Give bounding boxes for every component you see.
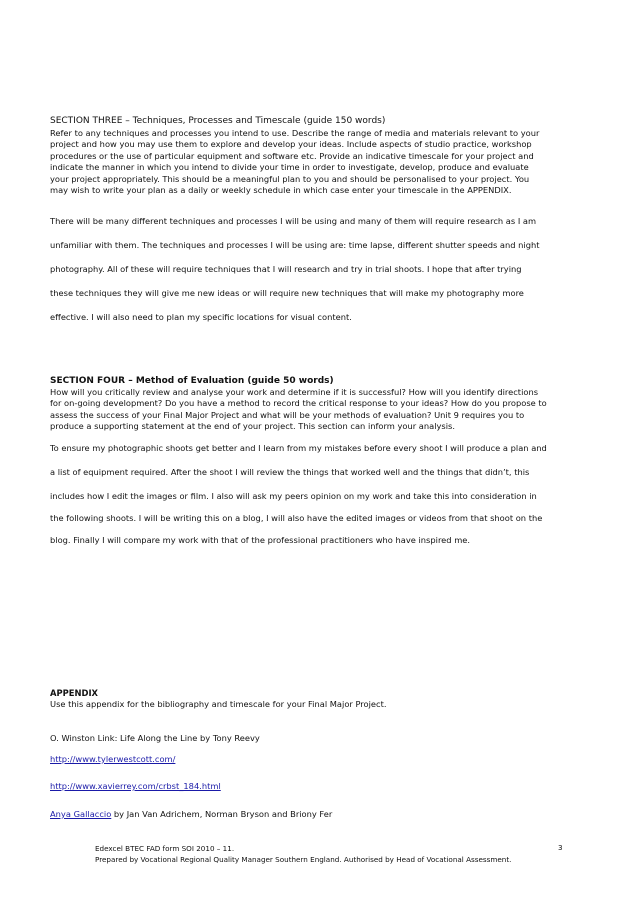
brief-line: may wish to write your plan as a daily or weekly schedule in which case enter your timescale in the APPENDIX. [50, 185, 512, 196]
page-number: 3 [558, 843, 563, 852]
answer-line: photography. All of these will require techniques that I will research and try in trial shoots. I hope that after trying [50, 264, 522, 274]
brief-line: produce a supporting statement at the end of your project. This section can inform your analysis. [50, 421, 456, 432]
brief-line: How will you critically review and analyse your work and determine if it is successful? How will you identify directions [50, 387, 539, 397]
brief-line: project and how you may use them to explore and develop your ideas. Include aspects of studio practice, workshop [50, 139, 532, 150]
xavierrey-link[interactable]: http://www.xavierrey.com/crbst_184.html [50, 781, 221, 791]
section-four [50, 375, 547, 433]
section-three-heading: SECTION THREE – Techniques, Processes and Timescale (guide 150 words) [50, 116, 386, 126]
section-three-brief [50, 128, 539, 196]
answer-line: effective. I will also need to plan my specific locations for visual content. [50, 312, 352, 322]
section-four-brief [50, 387, 547, 433]
answer-line: There will be many different techniques and processes I will be using and many of them will require research as I am [50, 216, 537, 226]
brief-line: assess the success of your Final Major Project and what will be your methods of evaluation? Unit 9 requires you to [50, 409, 525, 420]
answer-line: unfamiliar with them. The techniques and processes I will be using are: time lapse, different shutter speeds and night [50, 240, 540, 250]
brief-line: procedures or the use of particular equipment and software etc. Provide an indicative timescale for your project and [50, 150, 534, 161]
bibliography-entry [50, 781, 221, 791]
footer-form-id: Edexcel BTEC FAD form SOI 2010 – 11. [95, 844, 235, 853]
answer-line: a list of equipment required. After the shoot I will review the things that worked well and the things that didn’t, this [50, 467, 530, 477]
brief-line: your project appropriately. This should be a meaningful plan to you and should be personalised to your project. You [50, 173, 530, 184]
bibliography-entry [50, 809, 332, 819]
brief-line: indicate the manner in which you intend to divide your time in order to investigate, develop, produce and evaluate [50, 162, 529, 173]
brief-line: for on-going development? Do you have a method to record the critical response to your ideas? How do you propose to [50, 398, 547, 409]
bibliography-entry: O. Winston Link: Life Along the Line by Tony Reevy [50, 733, 260, 743]
section-four-heading: SECTION FOUR – Method of Evaluation (guide 50 words) [50, 376, 334, 386]
anya-gallaccio-link[interactable]: Anya Gallaccio [50, 809, 112, 819]
bibliography-entry [50, 754, 175, 764]
page-footer [95, 843, 575, 865]
answer-line: blog. Finally I will compare my work with that of the professional practitioners who have inspired me. [50, 535, 471, 545]
tylerwestcott-link[interactable]: http://www.tylerwestcott.com/ [50, 754, 176, 764]
brief-line: Refer to any techniques and processes you intend to use. Describe the range of media and materials relevant to your [50, 128, 540, 138]
appendix-heading: APPENDIX [50, 688, 99, 698]
answer-line: includes how I edit the images or film. I also will ask my peers opinion on my work and take this into consideration in [50, 491, 537, 501]
appendix [50, 688, 386, 710]
bibliography-authors: by Jan Van Adrichem, Norman Bryson and Briony Fer [111, 809, 333, 819]
section-three [50, 115, 539, 196]
answer-line: the following shoots. I will be writing this on a blog, I will also have the edited images or videos from that shoot on the [50, 513, 543, 523]
footer-authorisation: Prepared by Vocational Regional Quality Manager Southern England. Authorised by Head of Vocational Assessment. [95, 855, 512, 864]
appendix-intro: Use this appendix for the bibliography and timescale for your Final Major Project. [50, 699, 387, 709]
answer-line: these techniques they will give me new ideas or will require new techniques that will make my photography more [50, 288, 524, 298]
answer-line: To ensure my photographic shoots get better and I learn from my mistakes before every shoot I will produce a plan and [50, 443, 547, 453]
